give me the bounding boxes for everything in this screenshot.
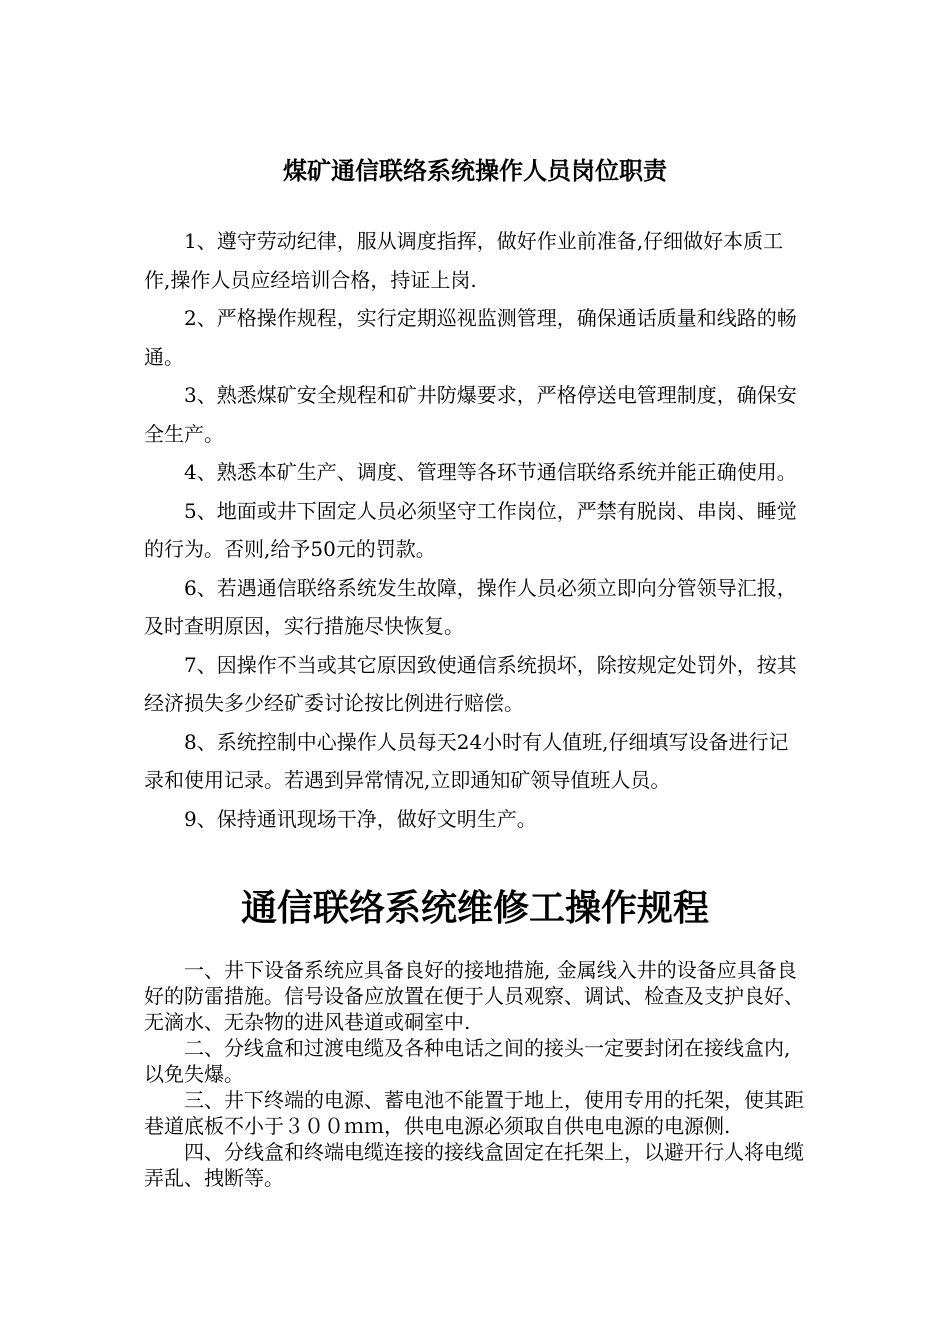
procedures-section (144, 957, 808, 1191)
procedure-item-4: 四、分线盒和终端电缆连接的接线盒固定在托架上，以避开行人将电缆弄乱、拽断等。 (144, 1140, 804, 1190)
duty-item-4: 4、熟悉本矿生产、调度、管理等各环节通信联络系统并能正确使用。 (184, 460, 797, 484)
duty-item-8: 8、系统控制中心操作人员每天24小时有人值班,仔细填写设备进行记录和使用记录。若遇到异常情况,立即通知矿领导值班人员。 (144, 729, 789, 792)
procedure-item-3: 三、井下终端的电源、蓄电池不能置于地上，使用专用的托架，使其距巷道底板不小于３００ｍｍ，供电电源必须取自供电电源的电源侧. (144, 1088, 804, 1138)
procedures-title: 通信联络系统维修工操作规程 (240, 887, 709, 929)
duty-item-1: 1、遵守劳动纪律，服从调度指挥，做好作业前准备,仔细做好本质工作,操作人员应经培训合格，持证上岗. (144, 229, 784, 292)
duty-item-5: 5、地面或井下固定人员必须坚守工作岗位，严禁有脱岗、串岗、睡觉的行为。否则,给予50元的罚款。 (144, 498, 797, 561)
duties-section (144, 222, 808, 838)
duty-item-7: 7、因操作不当或其它原因致使通信系统损坏，除按规定处罚外，按其经济损失多少经矿委讨论按比例进行赔偿。 (144, 652, 797, 715)
duty-item-9: 9、保持通讯现场干净，做好文明生产。 (184, 806, 537, 831)
procedure-item-1: 一、井下设备系统应具备良好的接地措施, 金属线入井的设备应具备良好的防雷措施。信号设备应放置在便于人员观察、调试、检查及支护良好、无滴水、无杂物的进风巷道或硐室中. (144, 958, 804, 1034)
procedure-item-2: 二、分线盒和过渡电缆及各种电话之间的接头一定要封闭在接线盒内, 以免失爆。 (144, 1036, 791, 1086)
duty-item-3: 3、熟悉煤矿安全规程和矿井防爆要求，严格停送电管理制度，确保安全生产。 (144, 383, 797, 446)
duties-title: 煤矿通信联络系统操作人员岗位职责 (283, 156, 667, 185)
duty-item-2: 2、严格操作规程，实行定期巡视监测管理，确保通话质量和线路的畅通。 (144, 306, 797, 369)
duty-item-6: 6、若遇通信联络系统发生故障，操作人员必须立即向分管领导汇报，及时查明原因，实行措施尽快恢复。 (144, 575, 797, 638)
